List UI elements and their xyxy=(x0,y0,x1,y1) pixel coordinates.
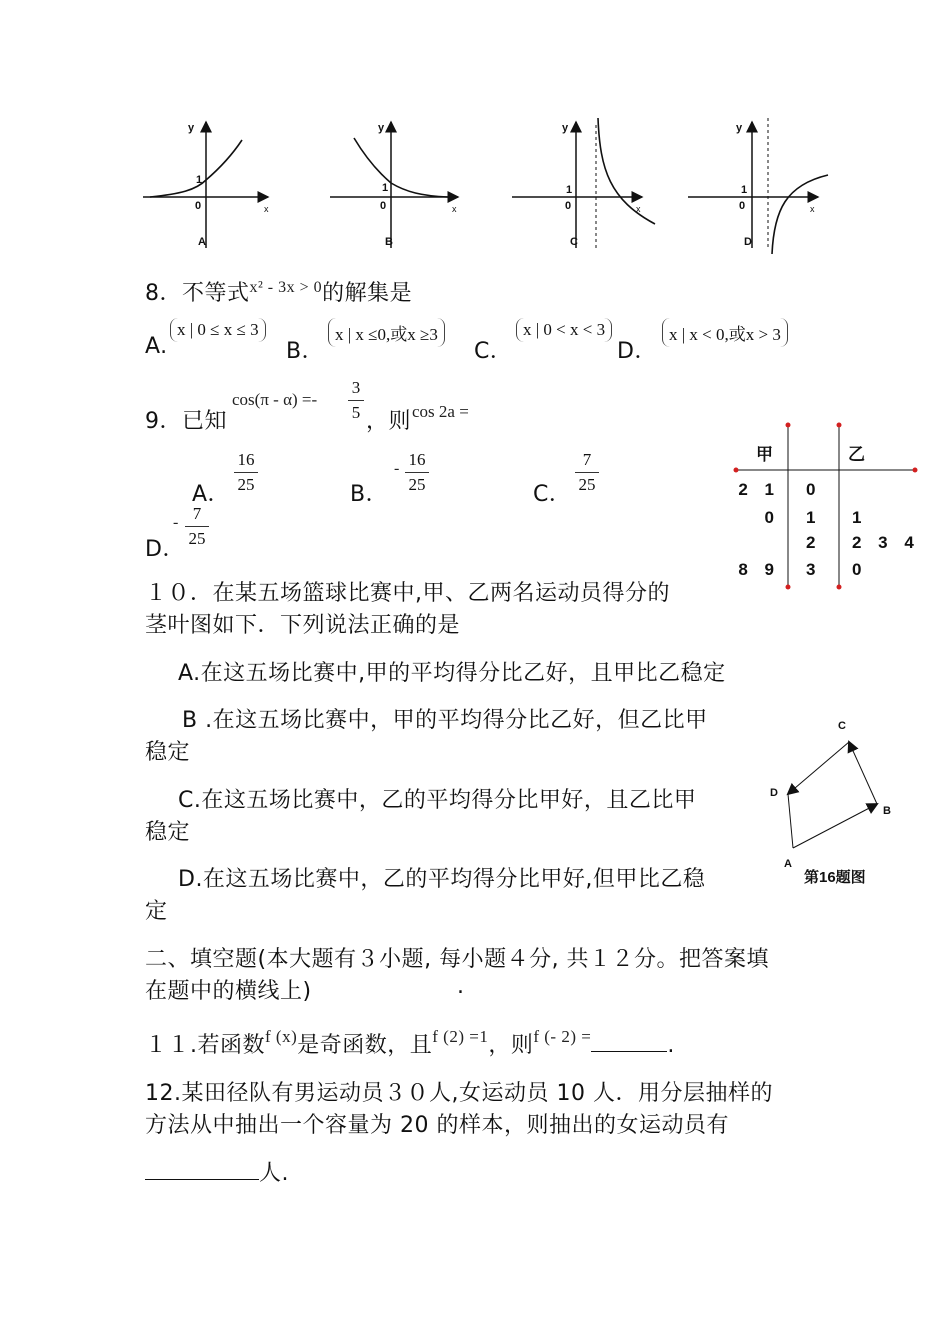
q9-frac-num: 3 xyxy=(351,378,361,397)
graph-label-d: D xyxy=(744,236,752,248)
q9-option-b-fraction xyxy=(405,450,429,495)
stem-leaf-row4-stem: 3 xyxy=(806,560,822,579)
q8-prefix: 8．不等式 xyxy=(145,281,250,306)
q8-option-d-label: D． xyxy=(617,339,657,364)
q8-option-b-set: x | x ≤0,或x ≥3 xyxy=(328,318,445,347)
q9-mid: ，则 xyxy=(366,409,412,434)
q8-inequality: x² - 3x > 0 xyxy=(249,279,323,296)
q9-cos-expr: cos(π - α) =- xyxy=(232,390,318,409)
q10-option-a: A.在这五场比赛中,甲的平均得分比乙好，且甲比乙稳定 xyxy=(178,661,726,686)
q11-stem xyxy=(145,1028,675,1059)
origin-label-d: 0 xyxy=(739,200,746,212)
origin-label-b: 0 xyxy=(380,200,387,212)
q9-option-c-num: 7 xyxy=(582,450,592,469)
fig16-point-c: C xyxy=(838,720,846,732)
q9-option-d-fraction xyxy=(185,504,209,549)
y-axis-label-c: y xyxy=(562,122,569,134)
x-axis-label-b: x xyxy=(452,204,457,214)
stem-leaf-row1-stem: 0 xyxy=(806,480,822,499)
q8-option-a-set: x | 0 ≤ x ≤ 3 xyxy=(170,318,266,342)
q8-suffix: 的解集是 xyxy=(322,281,413,306)
stem-leaf-head-left: 甲 xyxy=(756,445,773,464)
q12-line1: 12.某田径队有男运动员３０人,女运动员 10 人．用分层抽样的 xyxy=(145,1081,773,1106)
graph-label-b: B xyxy=(385,236,393,248)
q10-option-b-line2: 稳定 xyxy=(145,740,191,765)
graph-a xyxy=(143,122,268,248)
q9-option-b-sign: - xyxy=(394,460,400,477)
q9-prefix: 9．已知 xyxy=(145,409,227,434)
q9-option-d-label: D． xyxy=(145,537,185,562)
q9-cos2a: cos 2a = xyxy=(412,402,469,421)
function-graphs xyxy=(0,0,950,270)
one-label-d: 1 xyxy=(741,184,748,196)
graph-d xyxy=(688,118,828,254)
q10-line2: 茎叶图如下．下列说法正确的是 xyxy=(145,613,461,638)
stem-leaf-row3-stem: 2 xyxy=(806,533,822,552)
q11-answer-blank[interactable] xyxy=(591,1031,667,1052)
one-label-a: 1 xyxy=(196,174,203,186)
fig16-point-d: D xyxy=(770,787,778,799)
stem-leaf-row2-left: 0 xyxy=(764,508,780,527)
y-axis-label-d: y xyxy=(736,122,743,134)
q11-fx: f (x) xyxy=(265,1027,298,1046)
x-axis-label-a: x xyxy=(264,204,269,214)
stem-leaf-row3-right: 2 3 4 xyxy=(852,533,920,552)
q11-prefix: １１.若函数 xyxy=(145,1033,265,1058)
q9-option-d-sign: - xyxy=(173,514,179,531)
fig16-point-b: B xyxy=(883,805,891,817)
fig16-caption: 第16题图 xyxy=(804,869,866,886)
y-axis-label-a: y xyxy=(188,122,195,134)
q11-end: . xyxy=(667,1033,675,1058)
q12-answer-line xyxy=(145,1156,289,1187)
q12-answer-blank[interactable] xyxy=(145,1157,259,1180)
q11-fm2: f (- 2) = xyxy=(533,1027,592,1046)
q9-option-a-fraction xyxy=(234,450,258,495)
q10-option-b-line1: B .在这五场比赛中，甲的平均得分比乙好，但乙比甲 xyxy=(182,708,708,733)
x-axis-label-c: x xyxy=(636,204,641,214)
q9-option-b-label: B． xyxy=(350,482,389,507)
q9-option-a-num: 16 xyxy=(237,450,255,469)
q9-option-b-num: 16 xyxy=(408,450,426,469)
q9-option-d-den: 25 xyxy=(188,529,206,548)
one-label-c: 1 xyxy=(566,184,573,196)
one-label-b: 1 xyxy=(382,182,389,194)
q11-mid2: ，则 xyxy=(488,1033,534,1058)
origin-label-a: 0 xyxy=(195,200,202,212)
stem-leaf-head-right: 乙 xyxy=(848,445,865,464)
fig16-point-a: A xyxy=(784,858,792,870)
q9-option-c-fraction xyxy=(575,450,599,495)
q9-option-c-label: C． xyxy=(533,482,572,507)
stem-leaf-row2-stem: 1 xyxy=(806,508,822,527)
section2-dot: . xyxy=(457,974,465,999)
q8-option-a-label: A. xyxy=(145,334,168,359)
stem-leaf-row4-left: 8 9 xyxy=(738,560,780,579)
q10-option-c-line1: C.在这五场比赛中，乙的平均得分比甲好，且乙比甲 xyxy=(178,788,697,813)
q8-stem xyxy=(145,276,412,307)
q9-option-a-label: A． xyxy=(192,482,231,507)
q8-option-d-set: x | x < 0,或x > 3 xyxy=(662,318,788,347)
q9-fraction xyxy=(348,378,364,423)
q9-frac-den: 5 xyxy=(351,403,361,422)
q9-option-c-den: 25 xyxy=(578,475,596,494)
q10-option-c-line2: 稳定 xyxy=(145,820,191,845)
q10-option-d-line2: 定 xyxy=(145,899,168,924)
q11-f2: f (2) =1 xyxy=(432,1027,489,1046)
section2-line2: 在题中的横线上) xyxy=(145,979,312,1004)
x-axis-label-d: x xyxy=(810,204,815,214)
q8-option-b-label: B． xyxy=(286,339,325,364)
q10-option-d-line1: D.在这五场比赛中，乙的平均得分比甲好,但甲比乙稳 xyxy=(178,867,706,892)
q8-option-c-label: C． xyxy=(474,339,513,364)
q10-line1: １０．在某五场篮球比赛中,甲、乙两名运动员得分的 xyxy=(145,581,670,606)
y-axis-label-b: y xyxy=(378,122,385,134)
section2-line1: 二、填空题(本大题有３小题, 每小题４分, 共１２分。把答案填 xyxy=(145,947,770,972)
q12-end: 人. xyxy=(259,1161,289,1186)
figure-16-quadrilateral xyxy=(760,720,940,870)
stem-leaf-row2-right: 1 xyxy=(852,508,868,527)
q8-option-c-set: x | 0 < x < 3 xyxy=(516,318,612,342)
graph-b xyxy=(330,122,458,248)
stem-leaf-row4-right: 0 xyxy=(852,560,868,579)
graph-label-a: A xyxy=(198,236,206,248)
q9-option-b-den: 25 xyxy=(408,475,426,494)
stem-leaf-row1-left: 2 1 xyxy=(738,480,780,499)
q12-line2: 方法从中抽出一个容量为 20 的样本，则抽出的女运动员有 xyxy=(145,1113,729,1138)
q9-option-d-num: 7 xyxy=(192,504,202,523)
graph-label-c: C xyxy=(570,236,578,248)
graph-c xyxy=(512,118,655,250)
origin-label-c: 0 xyxy=(565,200,572,212)
q11-mid1: 是奇函数，且 xyxy=(297,1033,433,1058)
q9-option-a-den: 25 xyxy=(237,475,255,494)
